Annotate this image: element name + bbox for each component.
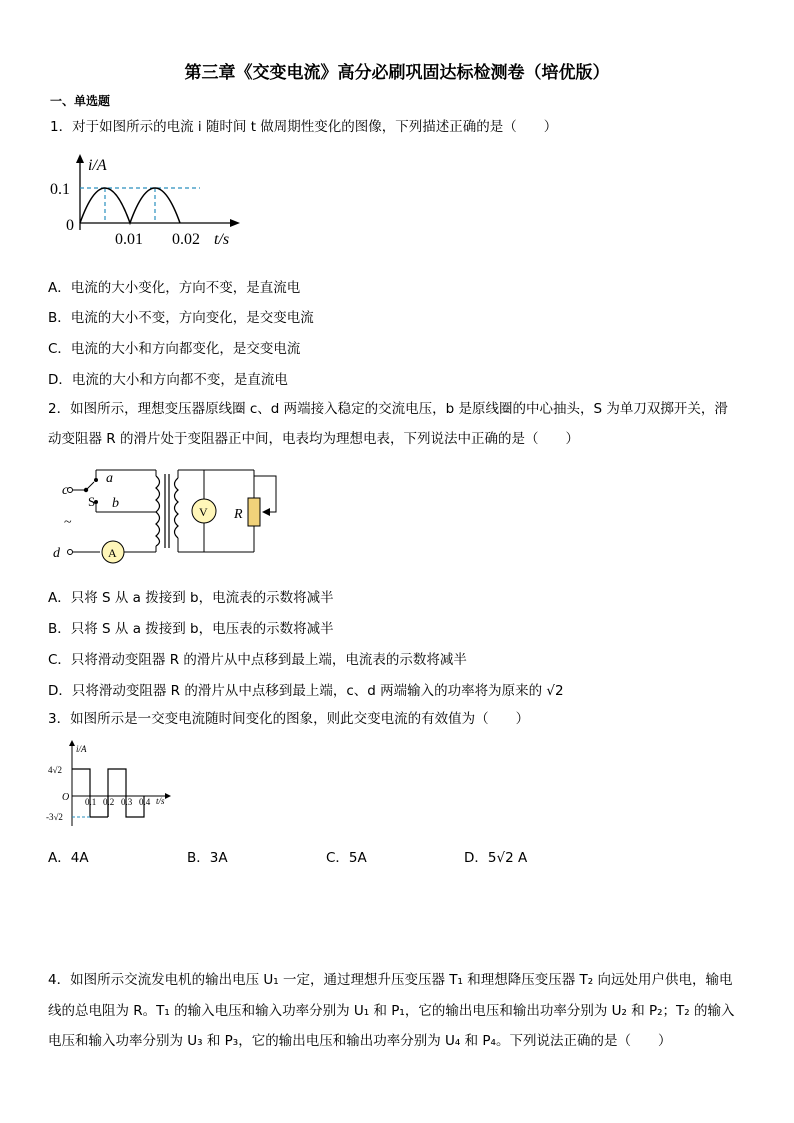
- label-R: R: [234, 507, 243, 522]
- q3-xtick-1: 0.1: [85, 797, 97, 807]
- primary-coil: [156, 476, 160, 546]
- q3-xtick-4: 0.4: [139, 797, 151, 807]
- q3-wave-2: [108, 769, 144, 817]
- q1-ytick: 0.1: [50, 181, 70, 198]
- label-c: c: [62, 483, 69, 498]
- q1-option-c[interactable]: C．电流的大小和方向都变化，是交变电流: [48, 341, 301, 357]
- q1-origin: 0: [66, 217, 74, 234]
- q4-stem-line3: 电压和输入功率分别为 U₃ 和 P₃，它的输出电压和输出功率分别为 U₄ 和 P₄。下列说法正确的是（ ）: [48, 1033, 672, 1049]
- label-S: S: [88, 494, 96, 509]
- q3-ylabel: i/A: [76, 744, 87, 754]
- q2-option-a[interactable]: A．只将 S 从 a 拨接到 b，电流表的示数将减半: [48, 590, 334, 606]
- q1-graph: [44, 150, 244, 250]
- section-heading: 一、单选题: [50, 94, 111, 108]
- q3-graph: [44, 738, 179, 830]
- q3-ybottom: -3√2: [46, 812, 63, 822]
- secondary-coil: [175, 478, 179, 538]
- q3-xlabel: t/s: [156, 796, 165, 806]
- q3-stem: 3．如图所示是一交变电流随时间变化的图象，则此交变电流的有效值为（ ）: [48, 711, 530, 727]
- q1-stem: 1．对于如图所示的电流 i 随时间 t 做周期性变化的图像，下列描述正确的是（ ）: [50, 119, 558, 135]
- q3-option-b[interactable]: B．3A: [187, 850, 228, 866]
- q1-option-d[interactable]: D．电流的大小和方向都不变，是直流电: [48, 372, 288, 388]
- q4-stem-line1: 4．如图所示交流发电机的输出电压 U₁ 一定，通过理想升压变压器 T₁ 和理想降压变压器 T₂ 向远处用户供电，输电: [48, 972, 733, 988]
- terminal-c: [68, 488, 73, 493]
- q3-ytop: 4√2: [48, 765, 62, 775]
- q2-stem-line2: 动变阻器 R 的滑片处于变阻器正中间，电表均为理想电表，下列说法中正确的是（ ）: [48, 431, 579, 447]
- q1-ylabel: i/A: [88, 157, 107, 174]
- q1-option-a[interactable]: A．电流的大小变化，方向不变，是直流电: [48, 280, 301, 296]
- q2-circuit: [48, 462, 288, 570]
- q1-option-b[interactable]: B．电流的大小不变，方向变化，是交变电流: [48, 310, 314, 326]
- q1-xtick-1: 0.01: [115, 231, 143, 248]
- label-a: a: [106, 471, 113, 486]
- q3-origin: O: [62, 792, 70, 803]
- q3-xtick-2: 0.2: [103, 797, 115, 807]
- q1-x-arrow: [230, 219, 240, 227]
- q3-option-a[interactable]: A．4A: [48, 850, 89, 866]
- q1-xlabel: t/s: [214, 231, 230, 248]
- q3-option-d[interactable]: D．5√2 A: [464, 850, 528, 866]
- voltmeter-label: V: [199, 505, 208, 519]
- terminal-d: [68, 550, 73, 555]
- q3-xtick-3: 0.3: [121, 797, 133, 807]
- q3-wave-1: [72, 769, 108, 817]
- switch-blade: [86, 482, 94, 490]
- q2-option-c[interactable]: C．只将滑动变阻器 R 的滑片从中点移到最上端，电流表的示数将减半: [48, 652, 467, 668]
- q2-option-d[interactable]: D．只将滑动变阻器 R 的滑片从中点移到最上端，c、d 两端输入的功率将为原来的 √2: [48, 683, 564, 699]
- ammeter-label: A: [108, 546, 117, 560]
- ac-symbol: ~: [64, 515, 72, 530]
- page-title: 第三章《交变电流》高分必刷巩固达标检测卷（培优版）: [184, 63, 610, 83]
- q1-xtick-2: 0.02: [172, 231, 200, 248]
- rheostat: [248, 498, 260, 526]
- q2-option-b[interactable]: B．只将 S 从 a 拨接到 b，电压表的示数将减半: [48, 621, 334, 637]
- q3-option-c[interactable]: C．5A: [326, 850, 367, 866]
- q1-curve: [80, 188, 180, 223]
- label-d: d: [53, 546, 60, 561]
- label-b: b: [112, 496, 119, 511]
- q4-stem-line2: 线的总电阻为 R。T₁ 的输入电压和输入功率分别为 U₁ 和 P₁，它的输出电压和输出功率分别为 U₂ 和 P₂；T₂ 的输入: [48, 1003, 735, 1019]
- q2-stem-line1: 2．如图所示，理想变压器原线圈 c、d 两端接入稳定的交流电压，b 是原线圈的中心抽头，S 为单刀双掷开关，滑: [48, 401, 728, 417]
- slider-tip: [262, 508, 270, 516]
- q1-y-arrow: [76, 154, 84, 163]
